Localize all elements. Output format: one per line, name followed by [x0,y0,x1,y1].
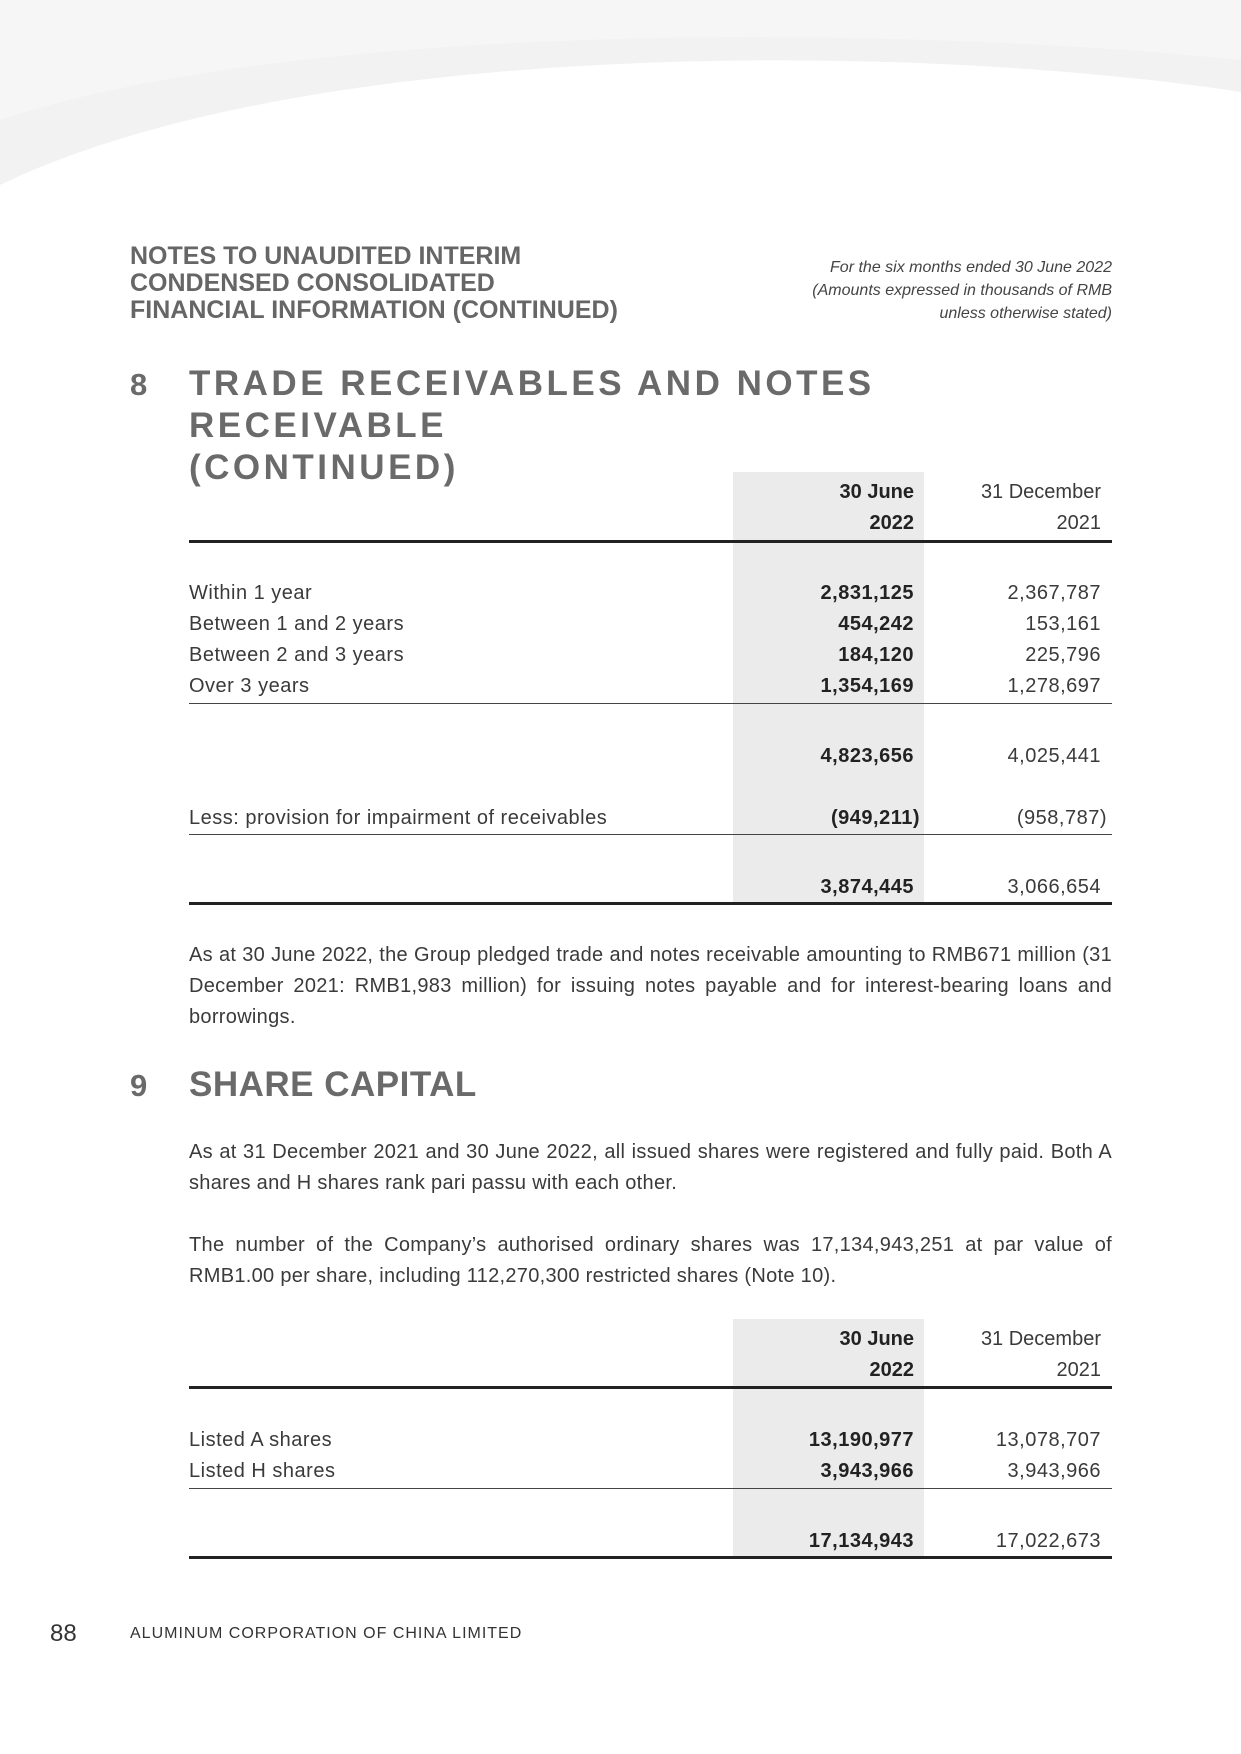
provision-label: Less: provision for impairment of receivables [189,807,608,829]
total-value-current: 17,134,943 [808,1530,914,1552]
total-value-prior: 3,066,654 [1007,876,1101,898]
provision-value-current: (949,211) [830,807,920,829]
share-capital-paragraph-2: The number of the Company’s authorised ordinary shares was 17,134,943,251 at par value of RMB1.00 per share, including 112,270,300 restricted shares (Note 10). [189,1234,1112,1287]
pledge-paragraph: As at 30 June 2022, the Group pledged trade and notes receivable amounting to RMB671 million (31 December 2021: RMB1,983 million) for issuing notes payable and for interest-bearing loans and borrowings. [189,944,1112,1028]
share-capital-paragraph-1: As at 31 December 2021 and 30 June 2022, all issued shares were registered and fully paid. Both A shares and H shares rank pari passu with each other. [189,1141,1112,1194]
provision-value-prior: (958,787) [1016,807,1107,829]
table-row [189,1460,1112,1490]
section-9-number: 9 [130,1068,148,1103]
table-row [189,1429,1112,1459]
col-prior-header: 31 December [980,481,1101,503]
section-8-title [189,363,1114,489]
running-header-period [732,256,1112,325]
table-column-headers [189,1319,1112,1391]
subtotal-row [189,745,1112,775]
provision-row [189,807,1112,837]
aging-table [189,472,1112,904]
row-value-current: 1,354,169 [820,675,914,697]
total-bottom-rule [189,1556,1112,1559]
section-8-number: 8 [130,367,148,402]
row-label: Over 3 years [189,675,310,697]
header-title-line: NOTES TO UNAUDITED INTERIM [130,242,522,270]
row-value-current: 13,190,977 [808,1429,914,1451]
total-rule [189,1488,1112,1489]
share-capital-table [189,1319,1112,1559]
running-header-title [130,243,690,324]
header-period-line: (Amounts expressed in thousands of RMB [812,282,1112,299]
col-prior-header: 31 December [980,1328,1101,1350]
section-9-title: SHARE CAPITAL [189,1065,477,1104]
col-prior-header-year: 2021 [1056,512,1101,534]
total-value-prior: 17,022,673 [995,1530,1101,1552]
row-label: Listed H shares [189,1460,336,1482]
row-value-prior: 13,078,707 [995,1429,1101,1451]
col-current-header: 30 June [839,1328,914,1350]
header-rule [189,540,1112,543]
header-period-line: For the six months ended 30 June 2022 [830,259,1112,276]
col-current-header-year: 2022 [869,512,914,534]
row-label: Between 2 and 3 years [189,644,405,666]
table-row [189,675,1112,705]
header-title-line: CONDENSED CONSOLIDATED [130,269,495,297]
row-value-prior: 2,367,787 [1007,582,1101,604]
total-bottom-rule [189,902,1112,905]
header-title-line: FINANCIAL INFORMATION (CONTINUED) [130,296,618,324]
col-current-header-year: 2022 [869,1359,914,1381]
row-value-current: 2,831,125 [820,582,914,604]
footer-company-name: ALUMINUM CORPORATION OF CHINA LIMITED [130,1625,523,1642]
col-current-header: 30 June [839,481,914,503]
row-value-prior: 153,161 [1025,613,1101,635]
subtotal-value-prior: 4,025,441 [1007,745,1101,767]
row-value-current: 184,120 [838,644,914,666]
row-label: Between 1 and 2 years [189,613,405,635]
section-8-title-line: (CONTINUED) [189,448,459,487]
subtotal-value-current: 4,823,656 [820,745,914,767]
row-label: Listed A shares [189,1429,333,1451]
section-8-title-line: TRADE RECEIVABLES AND NOTES RECEIVABLE [189,364,875,445]
total-rule [189,834,1112,835]
row-value-prior: 1,278,697 [1007,675,1101,697]
table-row [189,644,1112,674]
row-label: Within 1 year [189,582,313,604]
header-period-line: unless otherwise stated) [939,305,1112,322]
page-number: 88 [50,1620,77,1647]
col-prior-header-year: 2021 [1056,1359,1101,1381]
row-value-prior: 225,796 [1025,644,1101,666]
table-row [189,582,1112,612]
row-value-current: 3,943,966 [820,1460,914,1482]
header-swoosh-decoration [0,0,1241,200]
header-rule [189,1386,1112,1389]
row-value-current: 454,242 [838,613,914,635]
row-value-prior: 3,943,966 [1007,1460,1101,1482]
table-column-headers [189,472,1112,544]
total-value-current: 3,874,445 [820,876,914,898]
table-row [189,613,1112,643]
subtotal-rule [189,703,1112,704]
